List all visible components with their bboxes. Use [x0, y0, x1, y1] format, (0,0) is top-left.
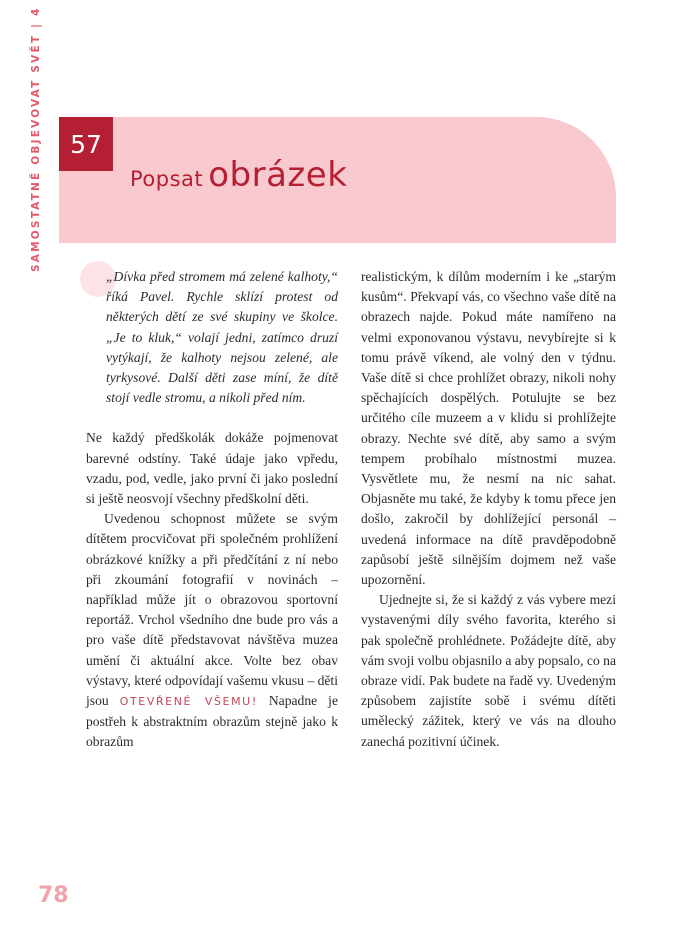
page-number: 78: [38, 883, 69, 908]
chapter-number-box: [59, 117, 113, 171]
paragraph-text: Uvedenou schopnost můžete se svým dítětem procvičovat při společném prohlížení obrázkové knížky a při předčítání z ní nebo při zkoumání fotografií v novinách – například může jít o obrazovou sportovní reportáž. Vrchol všedního dne bude pro vás a pro vaše dítě představovat návštěva muzea umění či aktuální akce. Volte bez obav výstavy, které odpovídají vašemu vkusu – děti jsou: [86, 511, 338, 709]
section-side-label: [27, 6, 51, 272]
paragraph: Ujednejte si, že si každý z vás vybere mezi vystavenými díly svého favorita, kterého si pak společně prohlédnete. Požádejte dítě, aby vám svoji volbu objasnilo a aby popsalo, co na obraze vidí. Pak budete na řadě vy. Uvedeným způsobem zajistíte sobě i svému dítěti umělecký zážitek, který ve vás na dlouho zanechá pozitivní účinek.: [361, 592, 616, 749]
small-caps-emphasis: OTEVŘENÉ VŠEMU!: [119, 695, 258, 709]
paragraph: realistickým, k dílům moderním i ke „starým kusům“. Překvapí vás, co všechno vaše dítě na obrazech najde. Pokud máte namířeno na velmi exponovanou výstavu, nevybírejte si k tomu právě víkend, ale volný den v týdnu. Vaše dítě si chce prohlížet obrazy, nikoli nohy spěchajících dospělých. Potulujte se bez určitého cíle muzeem a v klidu si prohlížejte obrazy. Nechte své dítě, aby samo a svým tempem probíhalo místnostmi muzea. Vysvětlete mu, že nesmí na nic sahat. Objasněte mu také, že kdyby k tomu přece jen došlo, zakročil by dohlížející personál – uvedená informace na dítě pravděpodobně zapůsobí ještě silnějším dojmem než vaše upozornění.: [361, 269, 616, 588]
paragraph: [86, 509, 338, 752]
right-column: [361, 267, 616, 752]
chapter-number: 57: [70, 129, 102, 159]
page-title-big: obrázek: [208, 155, 348, 195]
intro-quote: „Dívka před stromem má zelené kalhoty,“ říká Pavel. Rychle sklízí protest od některých dětí ze své skupiny ve školce. „Je to kluk,“ volají jedni, zatímco druzí vytýkají, že kalhoty nejsou zelené, ale tyrkysové. Další děti zase míní, že dítě stojí vedle stromu, a nikoli před ním.: [106, 269, 338, 406]
page-title: [130, 155, 347, 195]
left-column: [86, 267, 338, 753]
page-title-small: Popsat: [130, 167, 204, 191]
section-side-label-text: SAMOSTATNĚ OBJEVOVAT SVĚT | 4: [30, 6, 42, 272]
paragraph: Ne každý předškolák dokáže pojmenovat barevné odstíny. Také údaje jako vpředu, vzadu, pod, vedle, jako první či jako poslední si ještě neosvojí všechny předškolní děti.: [86, 430, 338, 507]
paragraph-text: Napadne je postřeh k abstraktním obrazům stejně jako k obrazům: [86, 693, 338, 750]
